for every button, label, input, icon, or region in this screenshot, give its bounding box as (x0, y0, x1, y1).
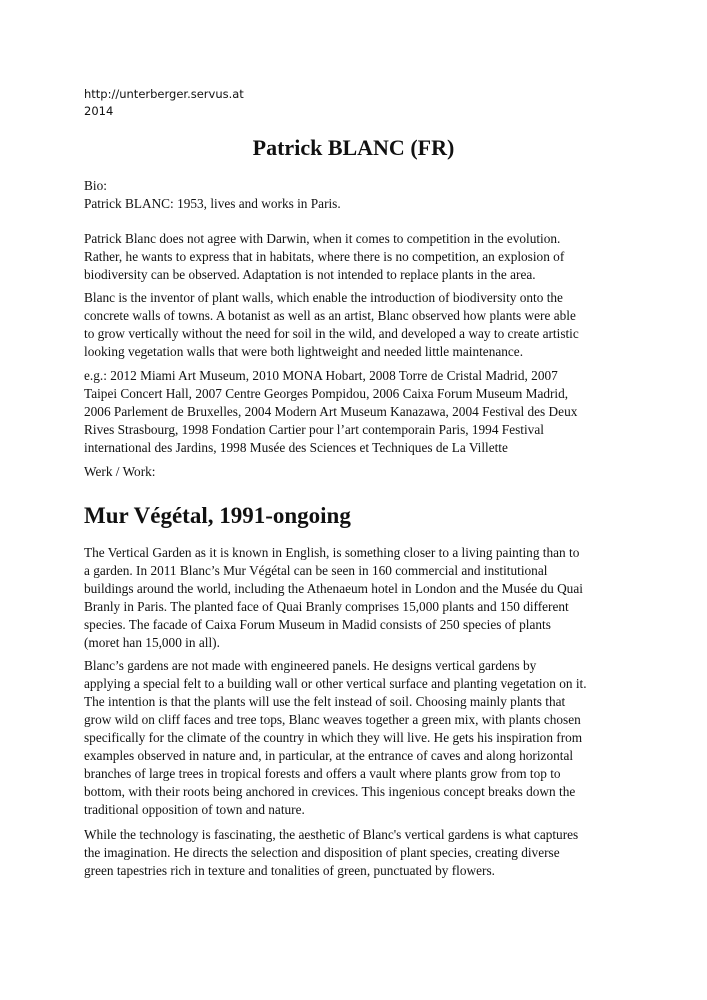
work-heading: Mur Végétal, 1991-ongoing (84, 503, 351, 528)
text-line: buildings around the world, including the Athenaeum hotel in London and the Musée du Quai (84, 581, 583, 596)
text-line: a garden. In 2011 Blanc’s Mur Végétal can be seen in 160 commercial and institutional (84, 563, 548, 578)
text-line: bottom, with their roots being anchored in crevices. This ingenious concept breaks down the (84, 784, 576, 799)
text-line: Blanc is the inventor of plant walls, which enable the introduction of biodiversity onto the (84, 290, 563, 305)
inventor-paragraph (84, 289, 629, 361)
text-line: (moret han 15,000 in all). (84, 635, 220, 650)
text-line: While the technology is fascinating, the aesthetic of Blanc's vertical gardens is what captures (84, 827, 579, 842)
text-line: the imagination. He directs the selection and disposition of plant species, creating diverse (84, 845, 560, 860)
work-label: Werk / Work: (84, 464, 156, 479)
text-line: applying a special felt to a building wall or other vertical surface and planting vegetation on it. (84, 676, 587, 691)
text-line: species. The facade of Caixa Forum Museum in Madid consists of 250 species of plants (84, 617, 551, 632)
text-line: Taipei Concert Hall, 2007 Centre Georges Pompidou, 2006 Caixa Forum Museum Madrid, (84, 386, 569, 401)
text-line: biodiversity can be observed. Adaptation is not intended to replace plants in the area. (84, 267, 536, 282)
bio-summary: Patrick BLANC: 1953, lives and works in Paris. (84, 196, 341, 211)
text-line: Rather, he wants to express that in habitats, where there is no competition, an explosion of (84, 249, 565, 264)
text-line: Blanc’s gardens are not made with engineered panels. He designs vertical gardens by (84, 658, 537, 673)
text-line: branches of large trees in tropical forests and offers a vault where plants grow from top to (84, 766, 561, 781)
text-line: traditional opposition of town and nature. (84, 802, 305, 817)
bio-label: Bio: (84, 178, 107, 193)
text-line: specifically for the climate of the country in which they will live. He gets his inspiration from (84, 730, 583, 745)
text-line: 2006 Parlement de Bruxelles, 2004 Modern Art Museum Kanazawa, 2004 Festival des Deux (84, 404, 578, 419)
exhibitions-paragraph (84, 367, 629, 457)
source-url: http://unterberger.servus.at (84, 87, 244, 101)
work-label-section (84, 463, 629, 481)
document-header (84, 86, 244, 120)
text-line: Branly in Paris. The planted face of Quai Branly comprises 15,000 plants and 150 different (84, 599, 569, 614)
darwin-paragraph (84, 230, 629, 284)
text-line: Rives Strasbourg, 1998 Fondation Cartier pour l’art contemporain Paris, 1994 Festival (84, 422, 544, 437)
text-line: concrete walls of towns. A botanist as well as an artist, Blanc observed how plants were able (84, 308, 576, 323)
document-year: 2014 (84, 104, 114, 118)
text-line: examples observed in nature and, in particular, at the entrance of caves and along horizontal (84, 748, 574, 763)
gardens-paragraph (84, 657, 629, 819)
text-line: e.g.: 2012 Miami Art Museum, 2010 MONA Hobart, 2008 Torre de Cristal Madrid, 2007 (84, 368, 558, 383)
text-line: The intention is that the plants will use the felt instead of soil. Choosing mainly plants that (84, 694, 566, 709)
aesthetic-paragraph (84, 826, 629, 880)
text-line: looking vegetation walls that were both lightweight and needed little maintenance. (84, 344, 524, 359)
bio-section (84, 177, 629, 213)
vertical-garden-paragraph (84, 544, 629, 652)
text-line: Patrick Blanc does not agree with Darwin, when it comes to competition in the evolution. (84, 231, 561, 246)
text-line: grow wild on cliff faces and tree tops, Blanc weaves together a green mix, with plants chosen (84, 712, 581, 727)
text-line: to grow vertically without the need for soil in the wild, and developed a way to create artistic (84, 326, 579, 341)
text-line: The Vertical Garden as it is known in English, is something closer to a living painting than to (84, 545, 580, 560)
text-line: green tapestries rich in texture and tonalities of green, punctuated by flowers. (84, 863, 495, 878)
text-line: international des Jardins, 1998 Musée des Sciences et Techniques de La Villette (84, 440, 508, 455)
page-title: Patrick BLANC (FR) (252, 135, 455, 160)
